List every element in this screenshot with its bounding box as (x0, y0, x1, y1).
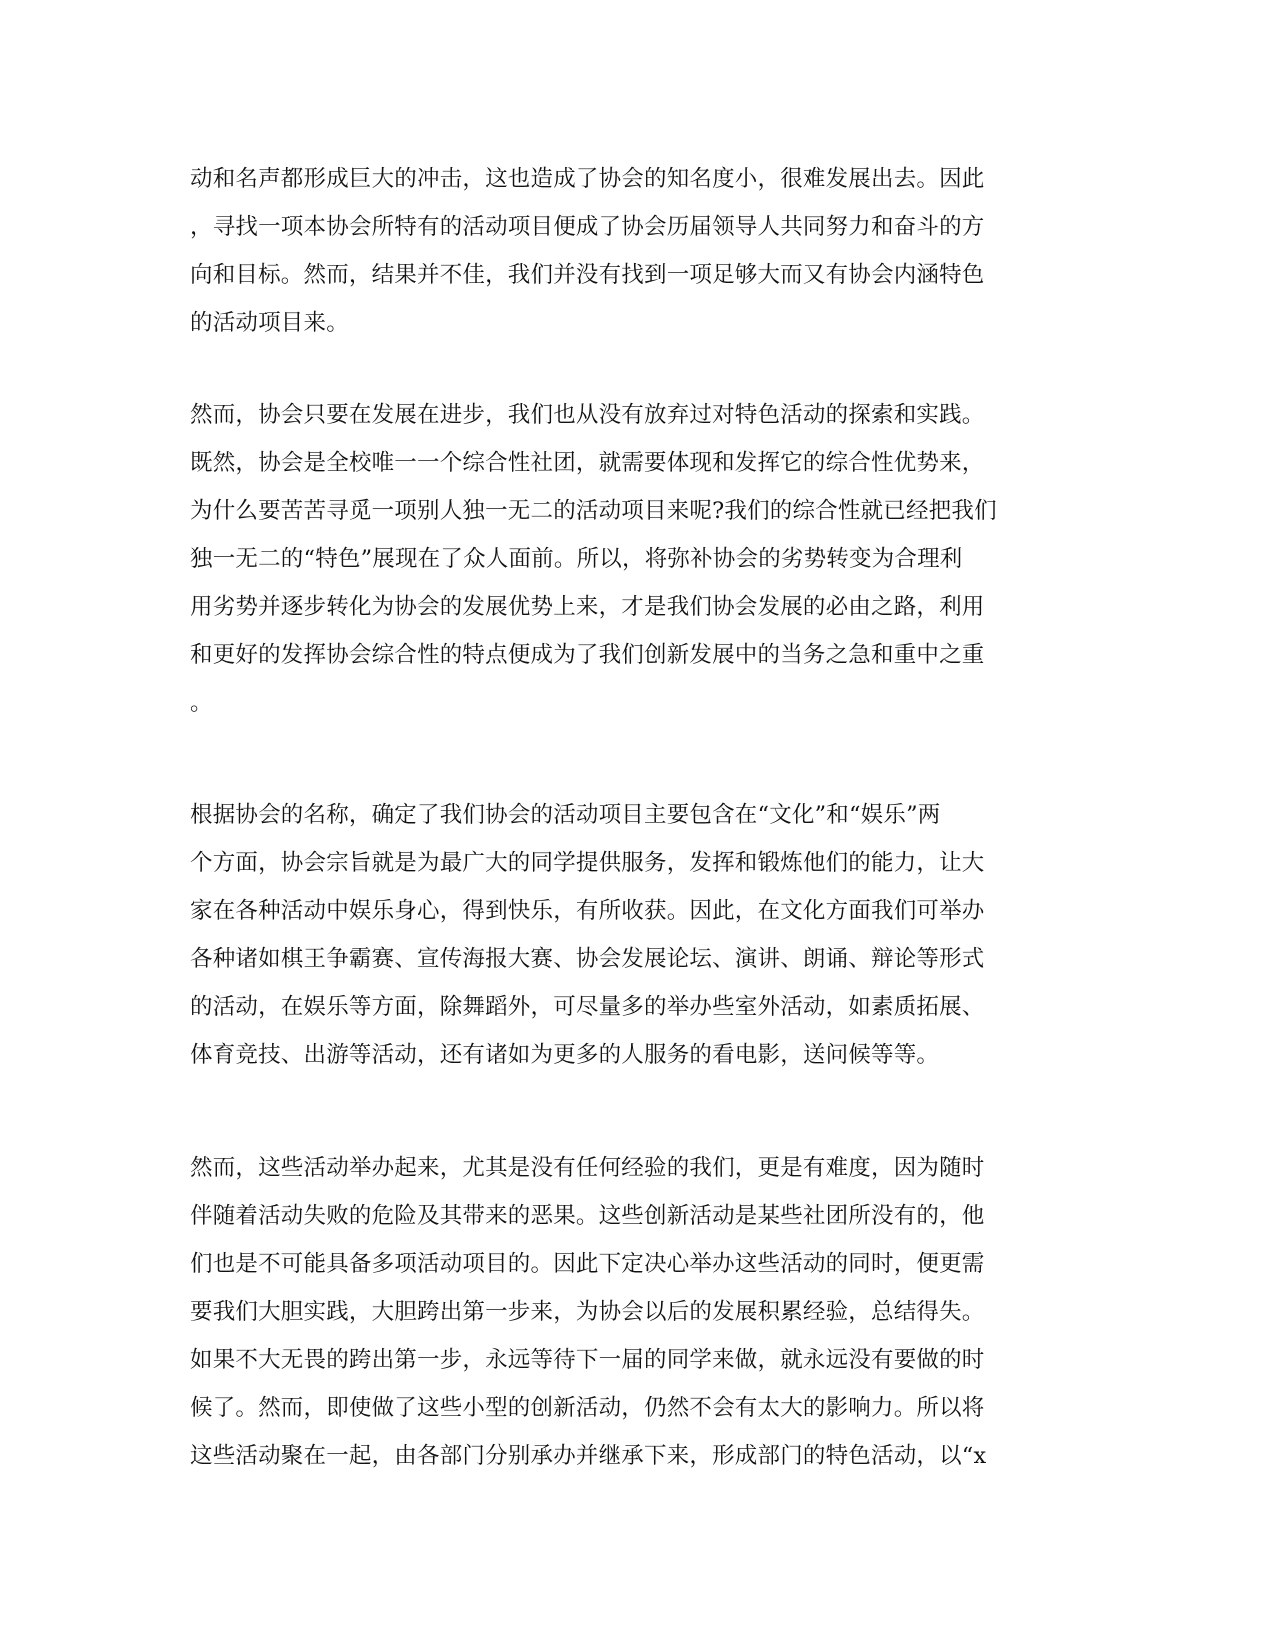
text-line: 独一无二的“特色”展现在了众人面前。所以，将弥补协会的劣势转变为合理利 (190, 546, 963, 572)
text-line: 既然，协会是全校唯一一个综合性社团，就需要体现和发挥它的综合性优势来， (190, 450, 985, 476)
text-line: 伴随着活动失败的危险及其带来的恶果。这些创新活动是某些社团所没有的，他 (190, 1203, 985, 1229)
text-line: 用劣势并逐步转化为协会的发展优势上来，才是我们协会发展的必由之路，利用 (190, 594, 985, 620)
text-line: 的活动项目来。 (190, 310, 349, 336)
text-line: 的活动，在娱乐等方面，除舞蹈外，可尽量多的举办些室外活动，如素质拓展、 (190, 994, 985, 1020)
text-line: 个方面，协会宗旨就是为最广大的同学提供服务，发挥和锻炼他们的能力，让大 (190, 850, 985, 876)
text-line: 和更好的发挥协会综合性的特点便成为了我们创新发展中的当务之急和重中之重 (190, 642, 985, 668)
text-line: 为什么要苦苦寻觅一项别人独一无二的活动项目来呢?我们的综合性就已经把我们 (190, 498, 997, 524)
text-line: ，寻找一项本协会所特有的活动项目便成了协会历届领导人共同努力和奋斗的方 (190, 214, 985, 240)
paragraph-3 (190, 791, 1090, 1079)
paragraph-4 (190, 1144, 1090, 1480)
text-line: 要我们大胆实践，大胆跨出第一步来，为协会以后的发展积累经验，总结得失。 (190, 1299, 985, 1325)
text-line: 向和目标。然而，结果并不佳，我们并没有找到一项足够大而又有协会内涵特色 (190, 262, 985, 288)
paragraph-2 (190, 391, 1090, 727)
text-line: 候了。然而，即使做了这些小型的创新活动，仍然不会有太大的影响力。所以将 (190, 1395, 985, 1421)
text-line: 根据协会的名称，确定了我们协会的活动项目主要包含在“文化”和“娱乐”两 (190, 802, 941, 828)
text-line: 家在各种活动中娱乐身心，得到快乐，有所收获。因此，在文化方面我们可举办 (190, 898, 985, 924)
text-line: 各种诸如棋王争霸赛、宣传海报大赛、协会发展论坛、演讲、朗诵、辩论等形式 (190, 946, 985, 972)
text-line: 这些活动聚在一起，由各部门分别承办并继承下来，形成部门的特色活动，以“x (190, 1443, 987, 1469)
text-line: 如果不大无畏的跨出第一步，永远等待下一届的同学来做，就永远没有要做的时 (190, 1347, 985, 1373)
paragraph-1 (190, 155, 1090, 347)
text-line: 。 (190, 690, 213, 716)
text-line: 然而，协会只要在发展在进步，我们也从没有放弃过对特色活动的探索和实践。 (190, 402, 985, 428)
text-line: 体育竞技、出游等活动，还有诸如为更多的人服务的看电影，送问候等等。 (190, 1042, 940, 1068)
text-line: 们也是不可能具备多项活动项目的。因此下定决心举办这些活动的同时，便更需 (190, 1251, 985, 1277)
text-line: 动和名声都形成巨大的冲击，这也造成了协会的知名度小，很难发展出去。因此 (190, 166, 985, 192)
text-line: 然而，这些活动举办起来，尤其是没有任何经验的我们，更是有难度，因为随时 (190, 1155, 985, 1181)
